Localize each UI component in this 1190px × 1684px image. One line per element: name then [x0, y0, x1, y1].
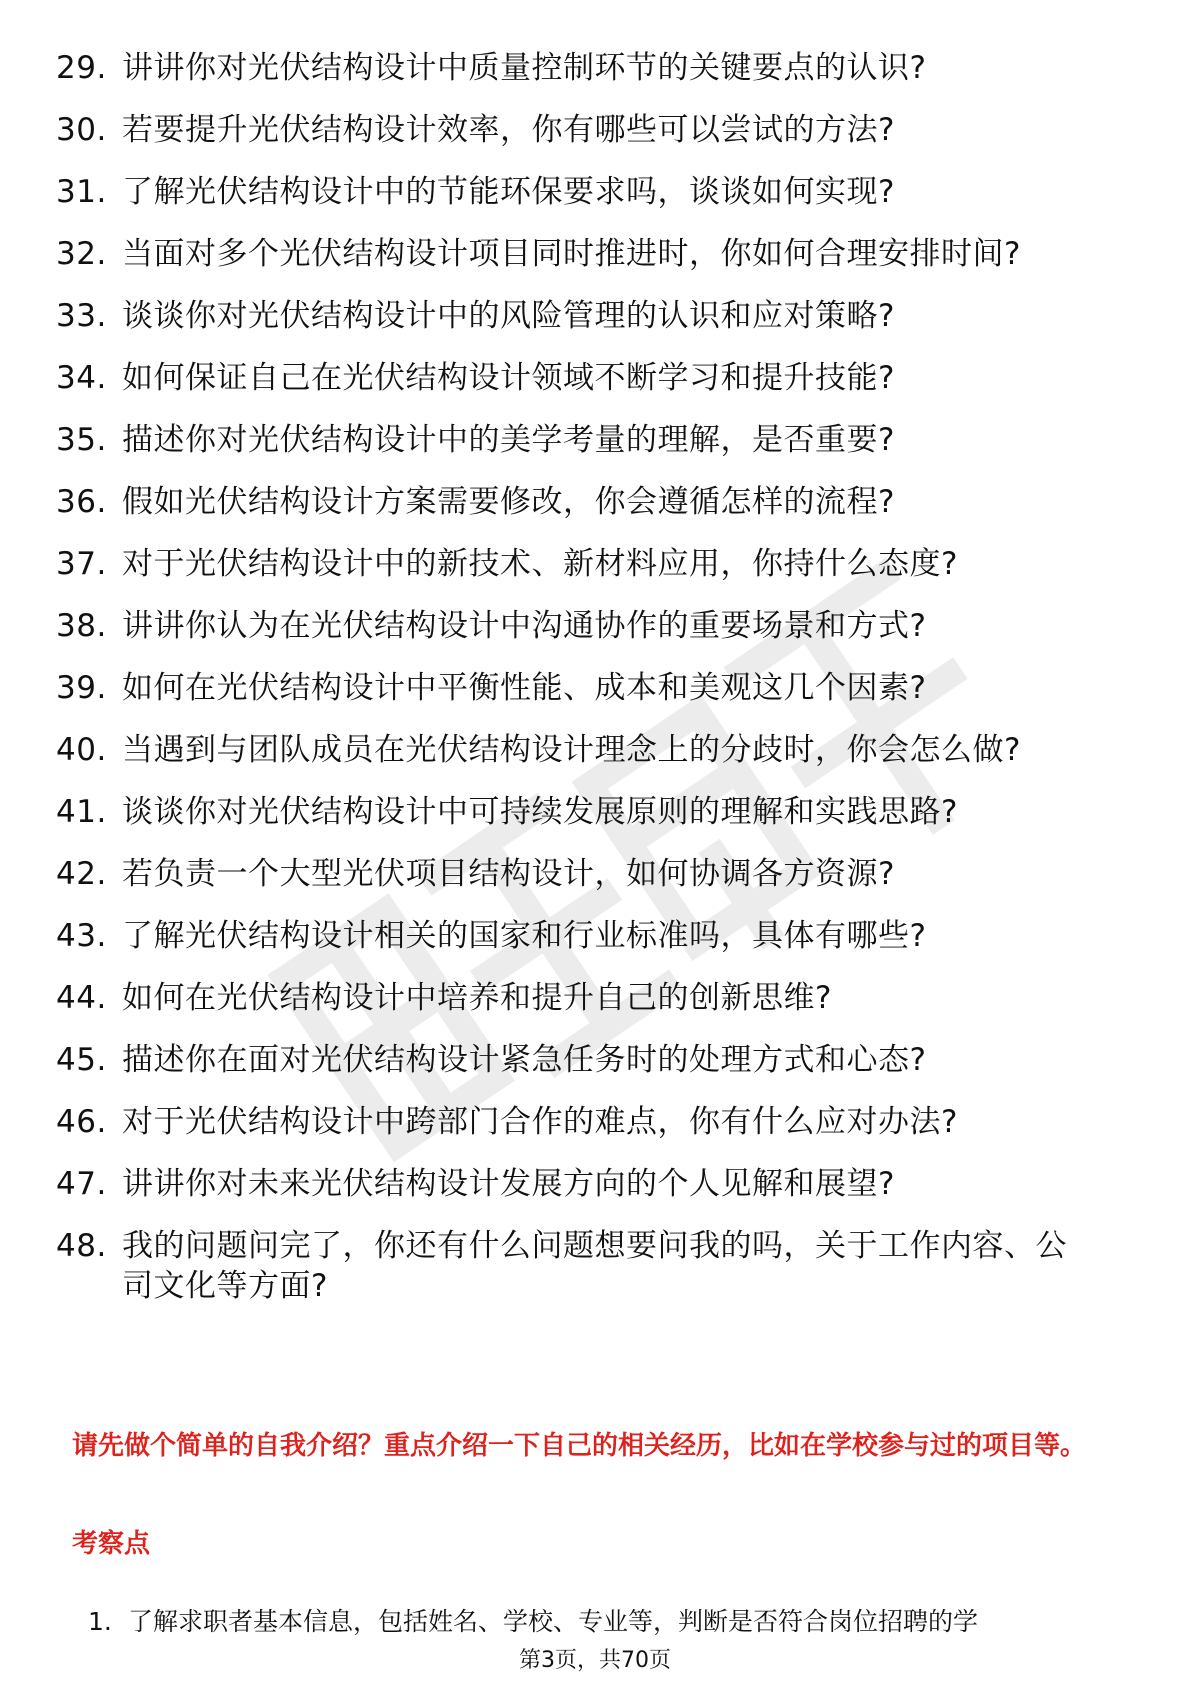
question-number: 33.: [56, 298, 107, 334]
question-number: 29.: [56, 50, 107, 86]
question-number: 37.: [56, 546, 107, 582]
list-item: [56, 482, 1116, 522]
question-number: 43.: [56, 918, 107, 954]
question-number: 46.: [56, 1104, 107, 1140]
list-item: [56, 420, 1116, 460]
question-number: 47.: [56, 1166, 107, 1202]
question-text: 了解光伏结构设计相关的国家和行业标准吗，具体有哪些?: [122, 918, 927, 954]
question-number: 45.: [56, 1042, 107, 1078]
question-number: 35.: [56, 422, 107, 458]
question-text: 了解光伏结构设计中的节能环保要求吗，谈谈如何实现?: [122, 174, 895, 210]
list-item: [56, 110, 1116, 150]
question-text: 我的问题问完了，你还有什么问题想要问我的吗，关于工作内容、公司文化等方面?: [122, 1228, 1067, 1304]
question-text: 谈谈你对光伏结构设计中的风险管理的认识和应对策略?: [122, 298, 895, 334]
list-item: [56, 668, 1116, 708]
question-text: 描述你在面对光伏结构设计紧急任务时的处理方式和心态?: [122, 1042, 927, 1078]
question-text: 当面对多个光伏结构设计项目同时推进时，你如何合理安排时间?: [122, 236, 1021, 272]
point-text: 了解求职者基本信息，包括姓名、学校、专业等，判断是否符合岗位招聘的学: [128, 1607, 979, 1636]
list-item: [56, 606, 1116, 646]
list-item: [56, 1164, 1116, 1204]
list-item: [56, 1102, 1116, 1142]
list-item: [56, 730, 1116, 770]
point-number: 1.: [88, 1607, 112, 1636]
question-text: 对于光伏结构设计中跨部门合作的难点，你有什么应对办法?: [122, 1104, 958, 1140]
question-number: 30.: [56, 112, 107, 148]
highlight-question: 请先做个简单的自我介绍？重点介绍一下自己的相关经历，比如在学校参与过的项目等。: [72, 1431, 1087, 1461]
list-item: [56, 978, 1116, 1018]
question-number: 34.: [56, 360, 107, 396]
question-text: 描述你对光伏结构设计中的美学考量的理解，是否重要?: [122, 422, 895, 458]
question-number: 38.: [56, 608, 107, 644]
question-number: 32.: [56, 236, 107, 272]
question-text: 如何在光伏结构设计中培养和提升自己的创新思维?: [122, 980, 832, 1016]
question-text: 如何保证自己在光伏结构设计领域不断学习和提升技能?: [122, 360, 895, 396]
list-item: [56, 792, 1116, 832]
list-item: [56, 1226, 1116, 1306]
list-item: [56, 854, 1116, 894]
question-number: 42.: [56, 856, 107, 892]
question-text: 假如光伏结构设计方案需要修改，你会遵循怎样的流程?: [122, 484, 895, 520]
list-item: [56, 1040, 1116, 1080]
question-text: 讲讲你对未来光伏结构设计发展方向的个人见解和展望?: [122, 1166, 895, 1202]
question-number: 36.: [56, 484, 107, 520]
examination-points-list: [88, 1605, 1128, 1639]
list-item: [56, 172, 1116, 212]
question-number: 41.: [56, 794, 107, 830]
question-text: 若负责一个大型光伏项目结构设计，如何协调各方资源?: [122, 856, 895, 892]
question-text: 谈谈你对光伏结构设计中可持续发展原则的理解和实践思路?: [122, 794, 958, 830]
question-number: 48.: [56, 1228, 107, 1264]
question-text: 当遇到与团队成员在光伏结构设计理念上的分歧时，你会怎么做?: [122, 732, 1021, 768]
question-text: 若要提升光伏结构设计效率，你有哪些可以尝试的方法?: [122, 112, 895, 148]
question-text: 讲讲你认为在光伏结构设计中沟通协作的重要场景和方式?: [122, 608, 927, 644]
list-item: [56, 48, 1116, 88]
list-item: [56, 296, 1116, 336]
section-title: 考察点: [72, 1529, 151, 1559]
question-number: 31.: [56, 174, 107, 210]
question-number: 40.: [56, 732, 107, 768]
question-number: 44.: [56, 980, 107, 1016]
list-item: [56, 358, 1116, 398]
question-text: 对于光伏结构设计中的新技术、新材料应用，你持什么态度?: [122, 546, 958, 582]
list-item: [56, 544, 1116, 584]
list-item: [88, 1605, 1128, 1639]
list-item: [56, 916, 1116, 956]
question-text: 如何在光伏结构设计中平衡性能、成本和美观这几个因素?: [122, 670, 927, 706]
page-footer: 第3页，共70页: [519, 1648, 671, 1673]
list-item: [56, 234, 1116, 274]
question-text: 讲讲你对光伏结构设计中质量控制环节的关键要点的认识?: [122, 50, 927, 86]
question-number: 39.: [56, 670, 107, 706]
question-list: [56, 48, 1116, 1328]
